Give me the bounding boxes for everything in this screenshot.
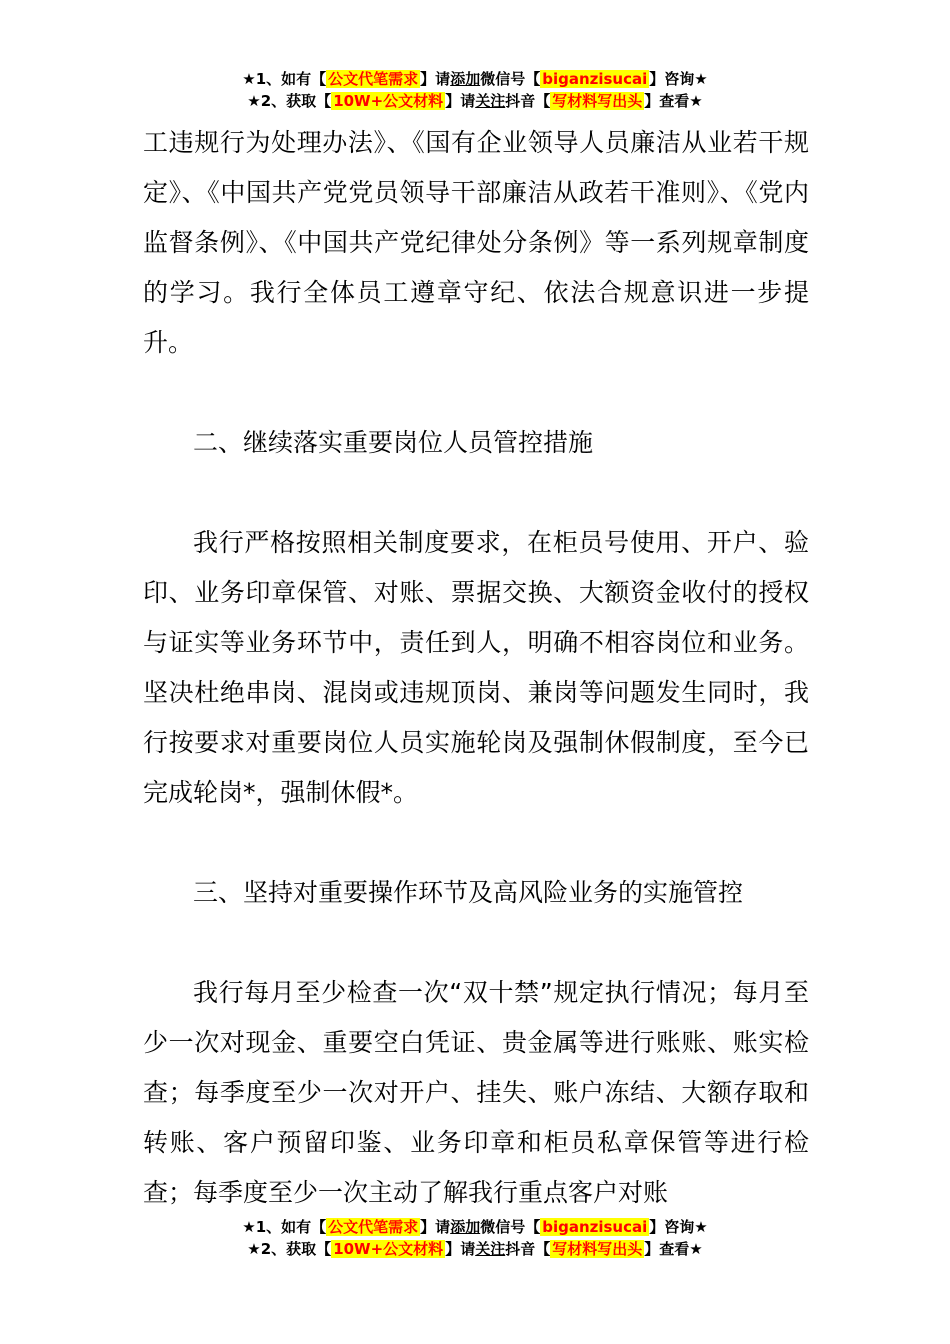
section-heading-3: 三、坚持对重要操作环节及高风险业务的实施管控 (193, 878, 744, 907)
header-banner (0, 68, 950, 112)
banner-line-1 (0, 68, 950, 90)
banner-text: ★1、如有【 (242, 1218, 327, 1236)
banner-line-2 (0, 1238, 950, 1260)
paragraph-spacer (143, 918, 809, 968)
banner-text: 】请 (445, 1240, 476, 1258)
banner-text: 】请 (420, 1218, 451, 1236)
paragraph-section-2: 我行严格按照相关制度要求，在柜员号使用、开户、验印、业务印章保管、对账、票据交换、大额资金收付的授权与证实等业务环节中，责任到人，明确不相容岗位和业务。坚决杜绝串岗、混岗或违规顶岗、兼岗等问题发生同时，我行按要求对重要岗位人员实施轮岗及强制休假制度，至今已完成轮岗*，强制休假*。 (143, 528, 809, 807)
banner-text: 抖音【 (505, 1240, 551, 1258)
banner-highlight-douyin: 写材料写出头 (552, 1240, 643, 1258)
paragraph-spacer (143, 368, 809, 418)
banner-highlight-douyin: 写材料写出头 (552, 92, 643, 110)
banner-highlight-service: 公文代笔需求 (328, 70, 419, 88)
paragraph-spacer (143, 818, 809, 868)
banner-underline-follow: 关注 (475, 92, 506, 110)
document-body (143, 118, 809, 1218)
banner-underline-add: 添加 (450, 1218, 481, 1236)
banner-text: ★2、获取【 (247, 92, 332, 110)
banner-text: 】请 (420, 70, 451, 88)
banner-underline-add: 添加 (450, 70, 481, 88)
paragraph-spacer (143, 468, 809, 518)
banner-highlight-wechat-id: biganzisucai (542, 70, 648, 88)
banner-line-1 (0, 1216, 950, 1238)
banner-text: ★1、如有【 (242, 70, 327, 88)
banner-highlight-materials: 10W+公文材料 (333, 1240, 444, 1258)
footer-banner (0, 1216, 950, 1260)
banner-text: 】查看★ (644, 92, 703, 110)
section-heading-2: 二、继续落实重要岗位人员管控措施 (193, 428, 594, 457)
banner-highlight-service: 公文代笔需求 (328, 1218, 419, 1236)
banner-text: 】咨询★ (649, 1218, 708, 1236)
banner-underline-follow: 关注 (475, 1240, 506, 1258)
banner-text: 】查看★ (644, 1240, 703, 1258)
banner-text: 】请 (445, 92, 476, 110)
banner-text: 】咨询★ (649, 70, 708, 88)
banner-highlight-wechat-id: biganzisucai (542, 1218, 648, 1236)
banner-line-2 (0, 90, 950, 112)
paragraph-section-3: 我行每月至少检查一次“双十禁”规定执行情况；每月至少一次对现金、重要空白凭证、贵金属等进行账账、账实检查；每季度至少一次对开户、挂失、账户冻结、大额存取和转账、客户预留印鉴、业务印章和柜员私章保管等进行检查；每季度至少一次主动了解我行重点客户对账 (143, 978, 809, 1207)
banner-highlight-materials: 10W+公文材料 (333, 92, 444, 110)
banner-text: 微信号【 (480, 70, 541, 88)
banner-text: ★2、获取【 (247, 1240, 332, 1258)
banner-text: 微信号【 (480, 1218, 541, 1236)
paragraph-continuation: 工违规行为处理办法》、《国有企业领导人员廉洁从业若干规定》、《中国共产党党员领导干部廉洁从政若干准则》、《党内监督条例》、《中国共产党纪律处分条例》等一系列规章制度的学习。我行全体员工遵章守纪、依法合规意识进一步提升。 (143, 128, 809, 357)
banner-text: 抖音【 (505, 92, 551, 110)
